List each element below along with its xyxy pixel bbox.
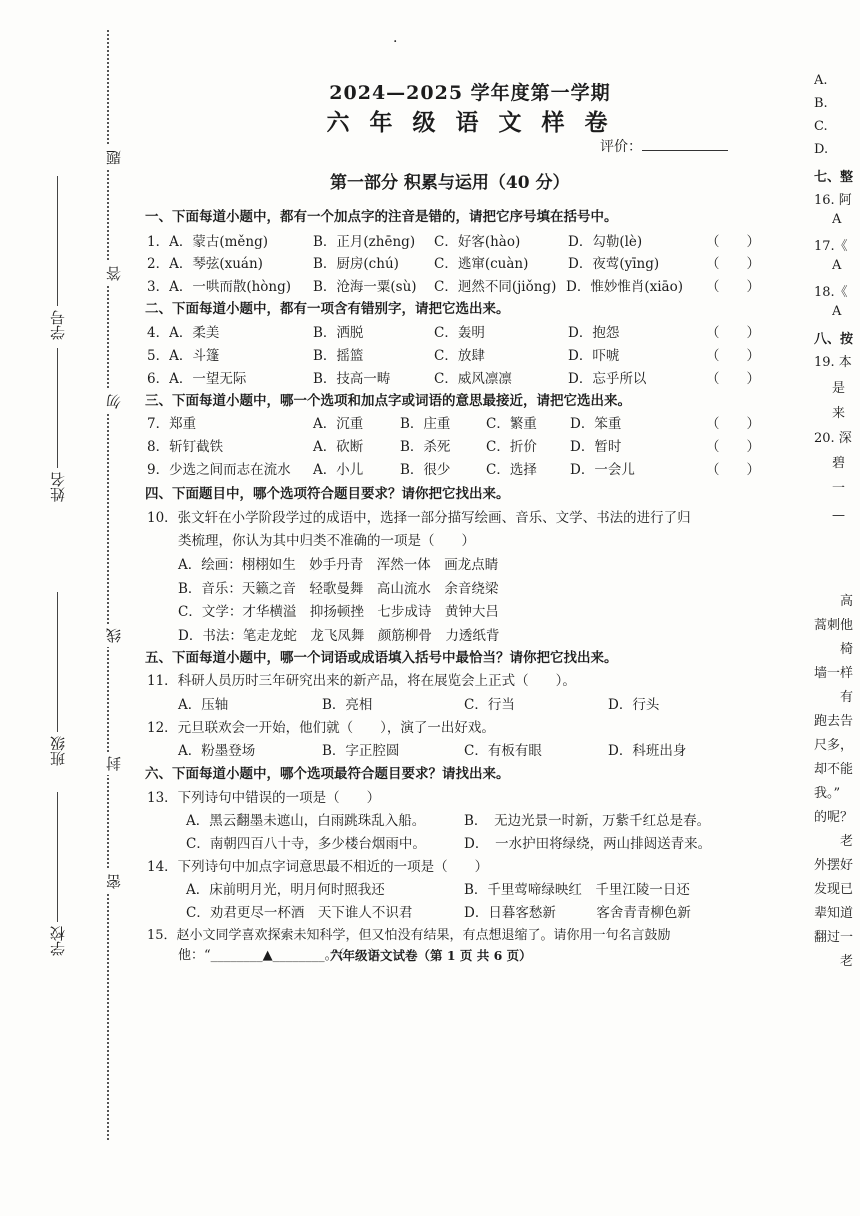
q10-option-c: C．文学：才华横溢 抑扬顿挫 七步成诗 黄钟大吕 <box>178 604 499 620</box>
q8-option-b: B．杀死 <box>400 439 451 455</box>
q7-stem: 7．郑重 <box>147 416 197 432</box>
q4-option-b: B．洒脱 <box>313 325 364 341</box>
rating-field <box>600 136 728 156</box>
section-2-heading: 二、下面每道小题中，都有一项含有错别字，请把它选出来。 <box>145 301 510 317</box>
q14-stem: 14．下列诗句中加点字词意思最不相近的一项是（ ） <box>147 859 489 875</box>
edge-line: 16. 阿 <box>814 193 852 208</box>
class-blank <box>58 592 59 732</box>
q3-option-c: C．迥然不同(jiǒng) <box>434 279 557 295</box>
q9-option-a: A．小儿 <box>313 462 364 478</box>
q10-option-b: B．音乐：天籁之音 轻歌曼舞 高山流水 余音绕梁 <box>178 581 499 597</box>
q9-option-d: D．一会儿 <box>570 462 635 478</box>
q2-option-d: D．夜莺(yīng) <box>568 256 660 272</box>
edge-line: C. <box>814 119 828 134</box>
edge-line: 椅 <box>840 642 854 657</box>
q1-option-d: D．勾勒(lè) <box>568 234 643 250</box>
seal-char-5: 封 <box>103 752 124 775</box>
edge-line: 辈知道 <box>814 906 854 921</box>
seal-char-2: 答 <box>103 262 124 285</box>
q4-option-d: D．抱怨 <box>568 325 620 341</box>
edge-line: B. <box>814 96 828 111</box>
edge-line: A <box>832 304 842 319</box>
edge-line: 蒿刺他 <box>814 618 854 633</box>
q13-option-d: D． 一水护田将绿绕，两山排闼送青来。 <box>464 836 712 852</box>
edge-line: 碧 <box>832 456 846 471</box>
q12-option-c: C．有板有眼 <box>464 743 542 759</box>
q10-stem-line2: 类梳理，你认为其中归类不准确的一项是（ ） <box>178 533 475 549</box>
edge-line: 18.《 <box>814 285 848 300</box>
q1-option-b: B．正月(zhēng) <box>313 234 416 250</box>
q2-answer-blank: （ ） <box>706 256 760 272</box>
edge-line: 高 <box>840 594 854 609</box>
q7-answer-blank: （ ） <box>706 416 760 432</box>
section-1-heading: 一、下面每道小题中，都有一个加点字的注音是错的，请把它序号填在括号中。 <box>145 209 618 225</box>
q8-option-a: A．砍断 <box>313 439 364 455</box>
q7-option-c: C．繁重 <box>486 416 537 432</box>
q11-option-b: B．亮相 <box>322 697 373 713</box>
q11-option-c: C．行当 <box>464 697 515 713</box>
q4-option-c: C．轰明 <box>434 325 485 341</box>
edge-line: 翻过一 <box>814 930 854 945</box>
edge-line: 墙一样 <box>814 666 854 681</box>
q6-option-c: C．威风凛凛 <box>434 371 512 387</box>
page-footer: 六年级语文试卷（第 1 页 共 6 页） <box>330 948 532 963</box>
q15-stem-line2: 他：“________▲________。”（ ） <box>178 948 384 963</box>
edge-line: 老 <box>840 954 854 969</box>
part1-heading: 第一部分 积累与运用（40 分） <box>330 173 570 193</box>
edge-line: 有 <box>840 690 854 705</box>
q14-option-a: A．床前明月光，明月何时照我还 <box>186 882 385 898</box>
edge-line: 我。” <box>814 786 841 801</box>
q13-option-b: B． 无边光景一时新，万紫千红总是春。 <box>464 813 711 829</box>
side-school-field <box>47 792 68 956</box>
edge-line: 发现已 <box>814 882 854 897</box>
q12-option-b: B．字正腔圆 <box>322 743 400 759</box>
class-label: 班级 <box>49 736 67 766</box>
q8-stem: 8．斩钉截铁 <box>147 439 224 455</box>
q7-option-b: B．庄重 <box>400 416 451 432</box>
q10-option-d: D．书法：笔走龙蛇 龙飞凤舞 颜筋柳骨 力透纸背 <box>178 628 500 644</box>
exam-number-blank <box>58 176 59 306</box>
edge-line: A <box>832 258 842 273</box>
edge-line: 尺多， <box>814 738 854 753</box>
q14-option-b: B．千里莺啼绿映红 千里江陵一日还 <box>464 882 690 898</box>
q3-option-b: B．沧海一粟(sù) <box>313 279 417 295</box>
q5-option-d: D．吓唬 <box>568 348 620 364</box>
edge-line: 20. 深 <box>814 431 852 446</box>
q1-option-c: C．好客(hào) <box>434 234 521 250</box>
edge-line: 的呢？ <box>814 810 854 825</box>
edge-line: 19. 本 <box>814 355 852 370</box>
q2-option-c: C．逃窜(cuàn) <box>434 256 529 272</box>
q9-stem: 9．少选之间而志在流水 <box>147 462 291 478</box>
seal-char-3: 勿 <box>103 390 124 413</box>
edge-line: D. <box>814 142 829 157</box>
next-page-edge <box>814 0 860 1216</box>
q7-option-a: A．沉重 <box>313 416 364 432</box>
q5-stem: 5．A．斗篷 <box>147 348 220 364</box>
q1-answer-blank: （ ） <box>706 234 760 250</box>
q12-stem: 12．元旦联欢会一开始，他们就（ ），演了一出好戏。 <box>147 720 495 736</box>
edge-line: 七、整 <box>814 170 854 185</box>
q6-option-b: B．技高一畴 <box>313 371 391 387</box>
seal-char-1: 题 <box>103 146 124 169</box>
q2-stem: 2．A．琴弦(xuán) <box>147 256 263 272</box>
binding-dotted-line <box>107 30 109 1140</box>
section-4-heading: 四、下面题目中，哪个选项符合题目要求？请你把它找出来。 <box>145 486 510 502</box>
school-blank <box>58 792 59 922</box>
seal-char-6: 密 <box>103 870 124 893</box>
q11-option-a: A．压轴 <box>178 697 229 713</box>
section-5-heading: 五、下面每道小题中，哪一个词语或成语填入括号中最恰当？请你把它找出来。 <box>145 650 618 666</box>
name-blank <box>58 348 59 468</box>
edge-line: 老 <box>840 834 854 849</box>
edge-line: 是 <box>832 381 846 396</box>
name-label: 姓名 <box>49 472 67 502</box>
exam-number-label: 学号 <box>49 310 67 340</box>
q6-answer-blank: （ ） <box>706 371 760 387</box>
q8-option-d: D．暂时 <box>570 439 622 455</box>
page-dot: · <box>393 34 398 50</box>
edge-line: A <box>832 212 842 227</box>
edge-line: 跑去告 <box>814 714 854 729</box>
side-class-field <box>47 592 68 766</box>
q9-option-c: C．选择 <box>486 462 537 478</box>
q3-option-d: D．惟妙惟肖(xiāo) <box>566 279 683 295</box>
q12-option-d: D．科班出身 <box>608 743 687 759</box>
side-name-field <box>47 348 68 502</box>
q8-answer-blank: （ ） <box>706 439 760 455</box>
q3-answer-blank: （ ） <box>706 279 760 295</box>
q3-stem: 3．A．一哄而散(hòng) <box>147 279 292 295</box>
q12-option-a: A．粉墨登场 <box>178 743 256 759</box>
q13-option-a: A．黑云翻墨未遮山，白雨跳珠乱入船。 <box>186 813 426 829</box>
q9-answer-blank: （ ） <box>706 462 760 478</box>
q6-stem: 6．A．一望无际 <box>147 371 247 387</box>
section-6-heading: 六、下面每道小题中，哪个选项最符合题目要求？请找出来。 <box>145 766 510 782</box>
edge-line: 外摆好 <box>814 858 854 873</box>
q14-option-d: D．日暮客愁新 客舍青青柳色新 <box>464 905 691 921</box>
q15-stem-line1: 15．赵小文同学喜欢探索未知科学，但又怕没有结果，有点想退缩了。请你用一句名言鼓励 <box>147 928 671 943</box>
q4-stem: 4．A．柔美 <box>147 325 220 341</box>
q1-stem: 1．A．蒙古(měng) <box>147 234 268 250</box>
edge-line: 却不能 <box>814 762 854 777</box>
exam-title-main: 六 年 级 语 文 样 卷 <box>326 109 614 136</box>
q13-option-c: C．南朝四百八十寺，多少楼台烟雨中。 <box>186 836 426 852</box>
q14-option-c: C．劝君更尽一杯酒 天下谁人不识君 <box>186 905 413 921</box>
edge-line: 17.《 <box>814 239 848 254</box>
seal-char-4: 线 <box>103 624 124 647</box>
q10-option-a: A．绘画：栩栩如生 妙手丹青 浑然一体 画龙点睛 <box>178 557 499 573</box>
q7-option-d: D．笨重 <box>570 416 622 432</box>
q4-answer-blank: （ ） <box>706 325 760 341</box>
q8-option-c: C．折价 <box>486 439 537 455</box>
q6-option-d: D．忘乎所以 <box>568 371 647 387</box>
q11-stem: 11．科研人员历时三年研究出来的新产品，将在展览会上正式（ ）。 <box>147 673 576 689</box>
q11-option-d: D．行头 <box>608 697 660 713</box>
section-3-heading: 三、下面每道小题中，哪一个选项和加点字或词语的意思最接近，请把它选出来。 <box>145 393 631 409</box>
edge-line: 一 <box>832 481 846 496</box>
q10-stem-line1: 10．张文轩在小学阶段学过的成语中，选择一部分描写绘画、音乐、文学、书法的进行了归 <box>147 510 691 526</box>
q13-stem: 13．下列诗句中错误的一项是（ ） <box>147 790 381 806</box>
edge-line: — <box>832 508 845 523</box>
rating-blank <box>642 150 728 151</box>
q5-option-b: B．摇篮 <box>313 348 364 364</box>
edge-line: 八、按 <box>814 332 854 347</box>
rating-label: 评价： <box>600 139 642 155</box>
q5-answer-blank: （ ） <box>706 348 760 364</box>
exam-title-year: 2024—2025 学年度第一学期 <box>329 82 611 104</box>
school-label: 学校 <box>49 926 67 956</box>
edge-line: A. <box>814 73 828 88</box>
edge-line: 来 <box>832 406 846 421</box>
q2-option-b: B．厨房(chú) <box>313 256 399 272</box>
q5-option-c: C．放肆 <box>434 348 485 364</box>
side-exam-number-field <box>47 176 68 340</box>
q9-option-b: B．很少 <box>400 462 451 478</box>
